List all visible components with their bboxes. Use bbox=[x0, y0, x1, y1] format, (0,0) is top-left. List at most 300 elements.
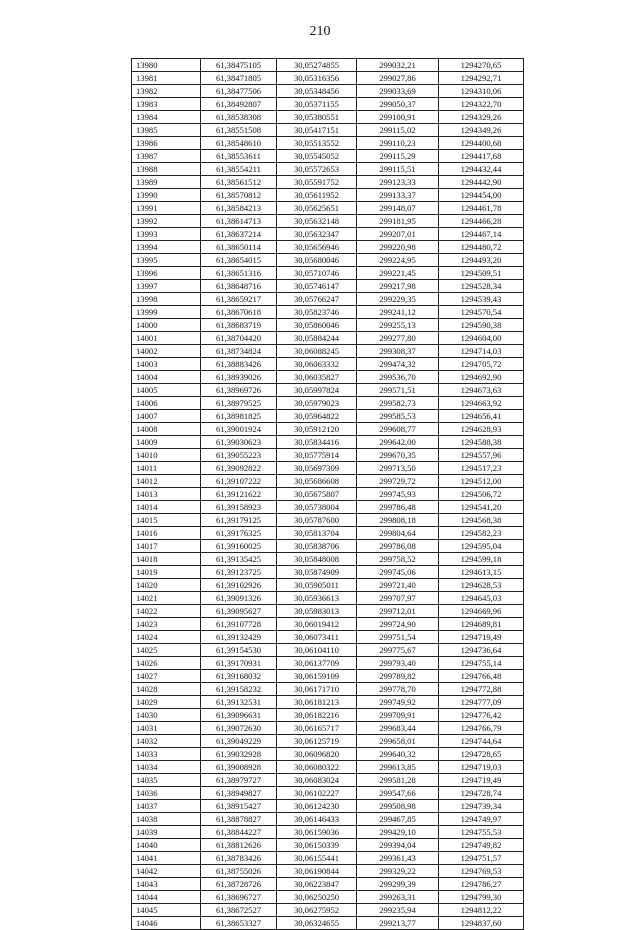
longitude-cell: 30,06150339 bbox=[277, 839, 357, 852]
point-number-cell: 14016 bbox=[132, 527, 201, 540]
table-row bbox=[132, 384, 524, 397]
x-coordinate-cell: 299467,85 bbox=[357, 813, 439, 826]
latitude-cell: 61,39107222 bbox=[201, 475, 277, 488]
latitude-cell: 61,39091326 bbox=[201, 592, 277, 605]
point-number-cell: 14038 bbox=[132, 813, 201, 826]
longitude-cell: 30,05513552 bbox=[277, 137, 357, 150]
latitude-cell: 61,38915427 bbox=[201, 800, 277, 813]
y-coordinate-cell: 1294570,54 bbox=[439, 306, 524, 319]
longitude-cell: 30,05766247 bbox=[277, 293, 357, 306]
x-coordinate-cell: 299241,12 bbox=[357, 306, 439, 319]
y-coordinate-cell: 1294400,68 bbox=[439, 137, 524, 150]
table-row bbox=[132, 618, 524, 631]
y-coordinate-cell: 1294599,18 bbox=[439, 553, 524, 566]
latitude-cell: 61,38783426 bbox=[201, 852, 277, 865]
y-coordinate-cell: 1294776,42 bbox=[439, 709, 524, 722]
x-coordinate-cell: 299536,70 bbox=[357, 371, 439, 384]
x-coordinate-cell: 299217,98 bbox=[357, 280, 439, 293]
latitude-cell: 61,38949827 bbox=[201, 787, 277, 800]
y-coordinate-cell: 1294755,53 bbox=[439, 826, 524, 839]
point-number-cell: 14037 bbox=[132, 800, 201, 813]
table-row bbox=[132, 644, 524, 657]
y-coordinate-cell: 1294461,78 bbox=[439, 202, 524, 215]
latitude-cell: 61,39158923 bbox=[201, 501, 277, 514]
longitude-cell: 30,05874909 bbox=[277, 566, 357, 579]
x-coordinate-cell: 299713,50 bbox=[357, 462, 439, 475]
longitude-cell: 30,05348456 bbox=[277, 85, 357, 98]
point-number-cell: 14017 bbox=[132, 540, 201, 553]
table-row bbox=[132, 917, 524, 930]
y-coordinate-cell: 1294736,64 bbox=[439, 644, 524, 657]
y-coordinate-cell: 1294728,65 bbox=[439, 748, 524, 761]
latitude-cell: 61,39001924 bbox=[201, 423, 277, 436]
table-row bbox=[132, 98, 524, 111]
x-coordinate-cell: 299329,22 bbox=[357, 865, 439, 878]
x-coordinate-cell: 299778,70 bbox=[357, 683, 439, 696]
point-number-cell: 14025 bbox=[132, 644, 201, 657]
latitude-cell: 61,38548610 bbox=[201, 137, 277, 150]
point-number-cell: 14001 bbox=[132, 332, 201, 345]
y-coordinate-cell: 1294772,88 bbox=[439, 683, 524, 696]
longitude-cell: 30,05625651 bbox=[277, 202, 357, 215]
x-coordinate-cell: 299115,02 bbox=[357, 124, 439, 137]
point-number-cell: 13989 bbox=[132, 176, 201, 189]
longitude-cell: 30,06223847 bbox=[277, 878, 357, 891]
longitude-cell: 30,05697309 bbox=[277, 462, 357, 475]
point-number-cell: 13986 bbox=[132, 137, 201, 150]
point-number-cell: 14010 bbox=[132, 449, 201, 462]
page-number: 210 bbox=[309, 24, 331, 39]
point-number-cell: 14044 bbox=[132, 891, 201, 904]
y-coordinate-cell: 1294568,38 bbox=[439, 514, 524, 527]
y-coordinate-cell: 1294588,38 bbox=[439, 436, 524, 449]
latitude-cell: 61,38659217 bbox=[201, 293, 277, 306]
latitude-cell: 61,39170931 bbox=[201, 657, 277, 670]
x-coordinate-cell: 299786,48 bbox=[357, 501, 439, 514]
point-number-cell: 13995 bbox=[132, 254, 201, 267]
longitude-cell: 30,05936613 bbox=[277, 592, 357, 605]
x-coordinate-cell: 299299,39 bbox=[357, 878, 439, 891]
x-coordinate-cell: 299608,77 bbox=[357, 423, 439, 436]
latitude-cell: 61,39132429 bbox=[201, 631, 277, 644]
y-coordinate-cell: 1294766,79 bbox=[439, 722, 524, 735]
point-number-cell: 13993 bbox=[132, 228, 201, 241]
longitude-cell: 30,05848008 bbox=[277, 553, 357, 566]
longitude-cell: 30,05675807 bbox=[277, 488, 357, 501]
x-coordinate-cell: 299585,53 bbox=[357, 410, 439, 423]
point-number-cell: 13988 bbox=[132, 163, 201, 176]
y-coordinate-cell: 1294739,34 bbox=[439, 800, 524, 813]
point-number-cell: 13984 bbox=[132, 111, 201, 124]
x-coordinate-cell: 299308,37 bbox=[357, 345, 439, 358]
table-row bbox=[132, 631, 524, 644]
table-row bbox=[132, 878, 524, 891]
point-number-cell: 13980 bbox=[132, 59, 201, 72]
longitude-cell: 30,06159109 bbox=[277, 670, 357, 683]
y-coordinate-cell: 1294749,97 bbox=[439, 813, 524, 826]
longitude-cell: 30,05964822 bbox=[277, 410, 357, 423]
longitude-cell: 30,06124230 bbox=[277, 800, 357, 813]
table-row bbox=[132, 215, 524, 228]
y-coordinate-cell: 1294628,53 bbox=[439, 579, 524, 592]
table-row bbox=[132, 111, 524, 124]
table-row bbox=[132, 774, 524, 787]
point-number-cell: 14043 bbox=[132, 878, 201, 891]
table-row bbox=[132, 683, 524, 696]
latitude-cell: 61,38648716 bbox=[201, 280, 277, 293]
longitude-cell: 30,05632148 bbox=[277, 215, 357, 228]
latitude-cell: 61,39160025 bbox=[201, 540, 277, 553]
point-number-cell: 14014 bbox=[132, 501, 201, 514]
point-number-cell: 14004 bbox=[132, 371, 201, 384]
table-row bbox=[132, 150, 524, 163]
y-coordinate-cell: 1294454,00 bbox=[439, 189, 524, 202]
longitude-cell: 30,06250250 bbox=[277, 891, 357, 904]
point-number-cell: 14041 bbox=[132, 852, 201, 865]
longitude-cell: 30,05371155 bbox=[277, 98, 357, 111]
table-row bbox=[132, 501, 524, 514]
longitude-cell: 30,05823746 bbox=[277, 306, 357, 319]
y-coordinate-cell: 1294590,38 bbox=[439, 319, 524, 332]
point-number-cell: 14040 bbox=[132, 839, 201, 852]
y-coordinate-cell: 1294837,60 bbox=[439, 917, 524, 930]
latitude-cell: 61,39168032 bbox=[201, 670, 277, 683]
point-number-cell: 14008 bbox=[132, 423, 201, 436]
longitude-cell: 30,05545052 bbox=[277, 150, 357, 163]
latitude-cell: 61,38672527 bbox=[201, 904, 277, 917]
x-coordinate-cell: 299229,35 bbox=[357, 293, 439, 306]
longitude-cell: 30,06019412 bbox=[277, 618, 357, 631]
y-coordinate-cell: 1294467,14 bbox=[439, 228, 524, 241]
latitude-cell: 61,38755026 bbox=[201, 865, 277, 878]
table-row bbox=[132, 787, 524, 800]
longitude-cell: 30,05632347 bbox=[277, 228, 357, 241]
table-row bbox=[132, 540, 524, 553]
y-coordinate-cell: 1294719,49 bbox=[439, 631, 524, 644]
point-number-cell: 14042 bbox=[132, 865, 201, 878]
point-number-cell: 14026 bbox=[132, 657, 201, 670]
x-coordinate-cell: 299804,64 bbox=[357, 527, 439, 540]
table-row bbox=[132, 865, 524, 878]
longitude-cell: 30,06181213 bbox=[277, 696, 357, 709]
table-row bbox=[132, 566, 524, 579]
longitude-cell: 30,06083024 bbox=[277, 774, 357, 787]
table-row bbox=[132, 826, 524, 839]
table-row bbox=[132, 735, 524, 748]
latitude-cell: 61,39123725 bbox=[201, 566, 277, 579]
y-coordinate-cell: 1294689,81 bbox=[439, 618, 524, 631]
latitude-cell: 61,39102926 bbox=[201, 579, 277, 592]
latitude-cell: 61,38683719 bbox=[201, 319, 277, 332]
table-row bbox=[132, 228, 524, 241]
point-number-cell: 14032 bbox=[132, 735, 201, 748]
latitude-cell: 61,39096631 bbox=[201, 709, 277, 722]
x-coordinate-cell: 299670,35 bbox=[357, 449, 439, 462]
y-coordinate-cell: 1294528,34 bbox=[439, 280, 524, 293]
x-coordinate-cell: 299033,69 bbox=[357, 85, 439, 98]
latitude-cell: 61,38554211 bbox=[201, 163, 277, 176]
y-coordinate-cell: 1294755,14 bbox=[439, 657, 524, 670]
table-row bbox=[132, 280, 524, 293]
longitude-cell: 30,05905011 bbox=[277, 579, 357, 592]
x-coordinate-cell: 299758,52 bbox=[357, 553, 439, 566]
latitude-cell: 61,39092822 bbox=[201, 462, 277, 475]
table-row bbox=[132, 332, 524, 345]
y-coordinate-cell: 1294480,72 bbox=[439, 241, 524, 254]
table-row bbox=[132, 163, 524, 176]
table-row bbox=[132, 449, 524, 462]
point-number-cell: 14006 bbox=[132, 397, 201, 410]
x-coordinate-cell: 299721,40 bbox=[357, 579, 439, 592]
latitude-cell: 61,38979525 bbox=[201, 397, 277, 410]
y-coordinate-cell: 1294714,03 bbox=[439, 345, 524, 358]
x-coordinate-cell: 299745,93 bbox=[357, 488, 439, 501]
y-coordinate-cell: 1294628,93 bbox=[439, 423, 524, 436]
x-coordinate-cell: 299224,95 bbox=[357, 254, 439, 267]
latitude-cell: 61,38939026 bbox=[201, 371, 277, 384]
table-row bbox=[132, 85, 524, 98]
latitude-cell: 61,39132531 bbox=[201, 696, 277, 709]
point-number-cell: 14018 bbox=[132, 553, 201, 566]
longitude-cell: 30,05274855 bbox=[277, 59, 357, 72]
table-row bbox=[132, 709, 524, 722]
longitude-cell: 30,05884244 bbox=[277, 332, 357, 345]
y-coordinate-cell: 1294442,90 bbox=[439, 176, 524, 189]
y-coordinate-cell: 1294673,63 bbox=[439, 384, 524, 397]
latitude-cell: 61,38492807 bbox=[201, 98, 277, 111]
x-coordinate-cell: 299235,94 bbox=[357, 904, 439, 917]
point-number-cell: 14019 bbox=[132, 566, 201, 579]
latitude-cell: 61,38475105 bbox=[201, 59, 277, 72]
y-coordinate-cell: 1294604,00 bbox=[439, 332, 524, 345]
point-number-cell: 14020 bbox=[132, 579, 201, 592]
latitude-cell: 61,38637214 bbox=[201, 228, 277, 241]
longitude-cell: 30,05787600 bbox=[277, 514, 357, 527]
x-coordinate-cell: 299707,97 bbox=[357, 592, 439, 605]
point-number-cell: 14033 bbox=[132, 748, 201, 761]
table-row bbox=[132, 371, 524, 384]
point-number-cell: 14029 bbox=[132, 696, 201, 709]
table-row bbox=[132, 579, 524, 592]
table-row bbox=[132, 657, 524, 670]
y-coordinate-cell: 1294719,03 bbox=[439, 761, 524, 774]
table-row bbox=[132, 813, 524, 826]
point-number-cell: 13991 bbox=[132, 202, 201, 215]
point-number-cell: 14015 bbox=[132, 514, 201, 527]
y-coordinate-cell: 1294705,72 bbox=[439, 358, 524, 371]
longitude-cell: 30,05591752 bbox=[277, 176, 357, 189]
point-number-cell: 14039 bbox=[132, 826, 201, 839]
y-coordinate-cell: 1294769,53 bbox=[439, 865, 524, 878]
latitude-cell: 61,38670618 bbox=[201, 306, 277, 319]
latitude-cell: 61,38981825 bbox=[201, 410, 277, 423]
latitude-cell: 61,39107728 bbox=[201, 618, 277, 631]
y-coordinate-cell: 1294539,43 bbox=[439, 293, 524, 306]
longitude-cell: 30,05912120 bbox=[277, 423, 357, 436]
longitude-cell: 30,05983013 bbox=[277, 605, 357, 618]
table-row bbox=[132, 345, 524, 358]
y-coordinate-cell: 1294786,27 bbox=[439, 878, 524, 891]
table-row bbox=[132, 423, 524, 436]
longitude-cell: 30,05775914 bbox=[277, 449, 357, 462]
point-number-cell: 13983 bbox=[132, 98, 201, 111]
y-coordinate-cell: 1294766,48 bbox=[439, 670, 524, 683]
table-row bbox=[132, 553, 524, 566]
table-row bbox=[132, 267, 524, 280]
table-row bbox=[132, 410, 524, 423]
x-coordinate-cell: 299110,23 bbox=[357, 137, 439, 150]
latitude-cell: 61,39032928 bbox=[201, 748, 277, 761]
x-coordinate-cell: 299729,72 bbox=[357, 475, 439, 488]
latitude-cell: 61,38704420 bbox=[201, 332, 277, 345]
y-coordinate-cell: 1294812,22 bbox=[439, 904, 524, 917]
y-coordinate-cell: 1294493,20 bbox=[439, 254, 524, 267]
longitude-cell: 30,06137709 bbox=[277, 657, 357, 670]
point-number-cell: 14031 bbox=[132, 722, 201, 735]
point-number-cell: 14028 bbox=[132, 683, 201, 696]
y-coordinate-cell: 1294517,23 bbox=[439, 462, 524, 475]
latitude-cell: 61,39072630 bbox=[201, 722, 277, 735]
longitude-cell: 30,05997824 bbox=[277, 384, 357, 397]
longitude-cell: 30,06146433 bbox=[277, 813, 357, 826]
point-number-cell: 13985 bbox=[132, 124, 201, 137]
longitude-cell: 30,06171710 bbox=[277, 683, 357, 696]
table-row bbox=[132, 475, 524, 488]
latitude-cell: 61,38844227 bbox=[201, 826, 277, 839]
table-row bbox=[132, 202, 524, 215]
latitude-cell: 61,38538308 bbox=[201, 111, 277, 124]
table-row bbox=[132, 722, 524, 735]
y-coordinate-cell: 1294799,30 bbox=[439, 891, 524, 904]
table-row bbox=[132, 462, 524, 475]
x-coordinate-cell: 299263,31 bbox=[357, 891, 439, 904]
longitude-cell: 30,05813704 bbox=[277, 527, 357, 540]
y-coordinate-cell: 1294509,51 bbox=[439, 267, 524, 280]
x-coordinate-cell: 299775,67 bbox=[357, 644, 439, 657]
x-coordinate-cell: 299751,54 bbox=[357, 631, 439, 644]
table-row bbox=[132, 241, 524, 254]
table-row bbox=[132, 514, 524, 527]
table-row bbox=[132, 904, 524, 917]
longitude-cell: 30,06324655 bbox=[277, 917, 357, 930]
point-number-cell: 14023 bbox=[132, 618, 201, 631]
longitude-cell: 30,05738004 bbox=[277, 501, 357, 514]
point-number-cell: 13987 bbox=[132, 150, 201, 163]
x-coordinate-cell: 299658,01 bbox=[357, 735, 439, 748]
y-coordinate-cell: 1294322,70 bbox=[439, 98, 524, 111]
x-coordinate-cell: 299115,29 bbox=[357, 150, 439, 163]
longitude-cell: 30,05710746 bbox=[277, 267, 357, 280]
x-coordinate-cell: 299474,32 bbox=[357, 358, 439, 371]
x-coordinate-cell: 299032,21 bbox=[357, 59, 439, 72]
longitude-cell: 30,05838706 bbox=[277, 540, 357, 553]
point-number-cell: 14022 bbox=[132, 605, 201, 618]
table-row bbox=[132, 527, 524, 540]
y-coordinate-cell: 1294595,04 bbox=[439, 540, 524, 553]
longitude-cell: 30,06159036 bbox=[277, 826, 357, 839]
point-number-cell: 14045 bbox=[132, 904, 201, 917]
longitude-cell: 30,05979023 bbox=[277, 397, 357, 410]
latitude-cell: 61,39095627 bbox=[201, 605, 277, 618]
x-coordinate-cell: 299181,95 bbox=[357, 215, 439, 228]
x-coordinate-cell: 299115,51 bbox=[357, 163, 439, 176]
y-coordinate-cell: 1294432,44 bbox=[439, 163, 524, 176]
point-number-cell: 14046 bbox=[132, 917, 201, 930]
table-row bbox=[132, 800, 524, 813]
table-row bbox=[132, 397, 524, 410]
point-number-cell: 14027 bbox=[132, 670, 201, 683]
table-row bbox=[132, 124, 524, 137]
point-number-cell: 14034 bbox=[132, 761, 201, 774]
y-coordinate-cell: 1294656,41 bbox=[439, 410, 524, 423]
table-row bbox=[132, 852, 524, 865]
table-row bbox=[132, 176, 524, 189]
latitude-cell: 61,38734824 bbox=[201, 345, 277, 358]
latitude-cell: 61,38812626 bbox=[201, 839, 277, 852]
table-row bbox=[132, 293, 524, 306]
latitude-cell: 61,38553611 bbox=[201, 150, 277, 163]
x-coordinate-cell: 299508,98 bbox=[357, 800, 439, 813]
latitude-cell: 61,38651316 bbox=[201, 267, 277, 280]
point-number-cell: 14035 bbox=[132, 774, 201, 787]
y-coordinate-cell: 1294669,96 bbox=[439, 605, 524, 618]
x-coordinate-cell: 299642,00 bbox=[357, 436, 439, 449]
y-coordinate-cell: 1294719,49 bbox=[439, 774, 524, 787]
y-coordinate-cell: 1294663,92 bbox=[439, 397, 524, 410]
latitude-cell: 61,39158232 bbox=[201, 683, 277, 696]
x-coordinate-cell: 299255,13 bbox=[357, 319, 439, 332]
x-coordinate-cell: 299213,77 bbox=[357, 917, 439, 930]
table-row bbox=[132, 189, 524, 202]
y-coordinate-cell: 1294613,15 bbox=[439, 566, 524, 579]
x-coordinate-cell: 299027,86 bbox=[357, 72, 439, 85]
longitude-cell: 30,06102227 bbox=[277, 787, 357, 800]
y-coordinate-cell: 1294751,57 bbox=[439, 852, 524, 865]
longitude-cell: 30,06125719 bbox=[277, 735, 357, 748]
latitude-cell: 61,39135425 bbox=[201, 553, 277, 566]
table-row bbox=[132, 306, 524, 319]
longitude-cell: 30,06182216 bbox=[277, 709, 357, 722]
x-coordinate-cell: 299361,43 bbox=[357, 852, 439, 865]
longitude-cell: 30,05380551 bbox=[277, 111, 357, 124]
y-coordinate-cell: 1294744,64 bbox=[439, 735, 524, 748]
point-number-cell: 13982 bbox=[132, 85, 201, 98]
table-row bbox=[132, 436, 524, 449]
x-coordinate-cell: 299571,51 bbox=[357, 384, 439, 397]
y-coordinate-cell: 1294506,72 bbox=[439, 488, 524, 501]
point-number-cell: 13999 bbox=[132, 306, 201, 319]
x-coordinate-cell: 299207,01 bbox=[357, 228, 439, 241]
longitude-cell: 30,06088245 bbox=[277, 345, 357, 358]
y-coordinate-cell: 1294292,71 bbox=[439, 72, 524, 85]
latitude-cell: 61,38728726 bbox=[201, 878, 277, 891]
x-coordinate-cell: 299712,01 bbox=[357, 605, 439, 618]
point-number-cell: 14007 bbox=[132, 410, 201, 423]
longitude-cell: 30,05746147 bbox=[277, 280, 357, 293]
latitude-cell: 61,38883426 bbox=[201, 358, 277, 371]
point-number-cell: 14005 bbox=[132, 384, 201, 397]
latitude-cell: 61,39049229 bbox=[201, 735, 277, 748]
point-number-cell: 14012 bbox=[132, 475, 201, 488]
latitude-cell: 61,38471805 bbox=[201, 72, 277, 85]
x-coordinate-cell: 299789,82 bbox=[357, 670, 439, 683]
x-coordinate-cell: 299749,92 bbox=[357, 696, 439, 709]
x-coordinate-cell: 299221,45 bbox=[357, 267, 439, 280]
longitude-cell: 30,05686608 bbox=[277, 475, 357, 488]
x-coordinate-cell: 299050,37 bbox=[357, 98, 439, 111]
table-row bbox=[132, 761, 524, 774]
x-coordinate-cell: 299745,06 bbox=[357, 566, 439, 579]
